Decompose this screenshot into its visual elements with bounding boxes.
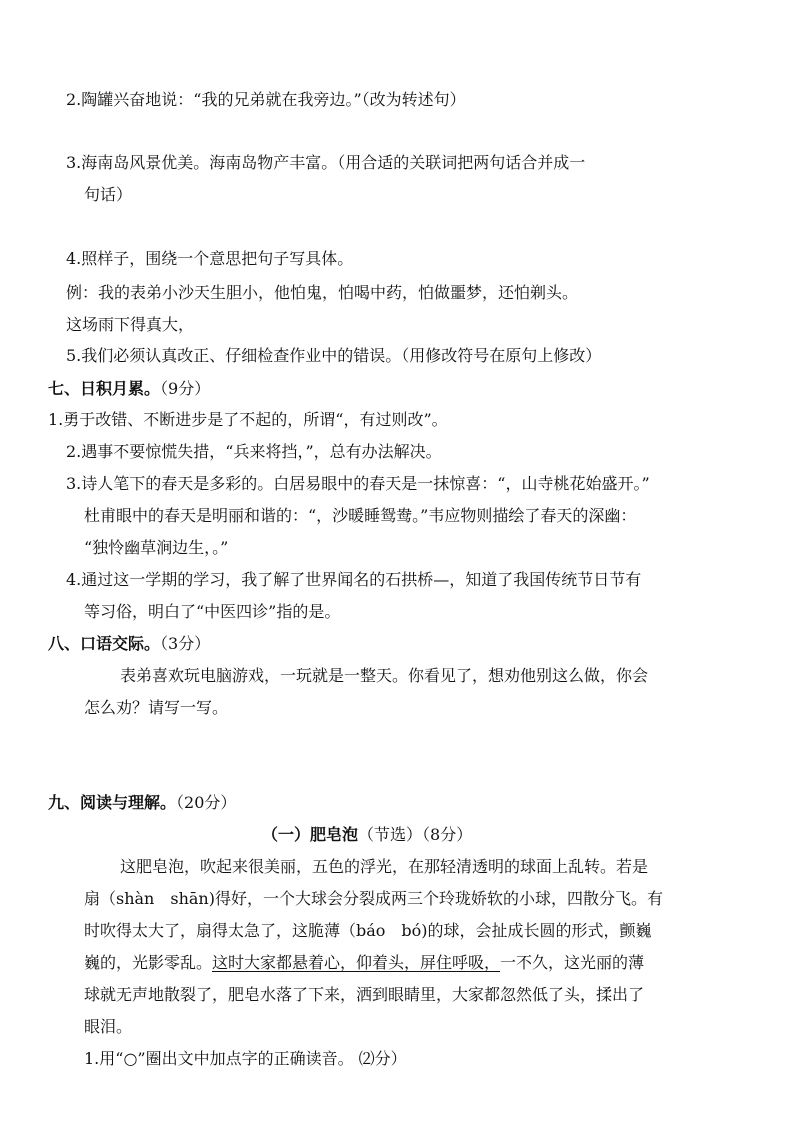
section-8-heading [48, 633, 210, 655]
section-8-title: 八、口语交际。 [48, 634, 161, 653]
section-9-title: 九、阅读与理解。 [48, 793, 177, 812]
question-9-1: 1.用“○”圈出文中加点字的正确读音。 ⑵分） [84, 1049, 407, 1068]
section-9-score: （20分） [176, 793, 237, 812]
passage-line4-start: 巍的，光影零乱。 [84, 953, 213, 972]
question-6-4-example: 例：我的表弟小沙天生胆小，他怕鬼，怕喝中药，怕做噩梦，还怕剃头。 [66, 283, 579, 302]
passage-line6: 眼泪。 [84, 1017, 133, 1036]
question-6-4-line3: 这场雨下得真大， [66, 315, 195, 334]
passage-title: （一）肥皂泡 [262, 825, 359, 844]
question-6-3-line2: 句话） [84, 185, 133, 204]
question-7-2: 2.遇事不要惊慌失措，“兵来将挡，”，总有办法解决。 [66, 442, 442, 461]
question-7-4-line2: 等习俗，明白了“中医四诊”指的是。 [84, 602, 341, 621]
question-7-3-line2: 杜甫眼中的春天是明丽和谐的：“，沙暖睡鸳鸯。”韦应物则描绘了春天的深幽： [84, 506, 637, 525]
passage-note: （节选）（8分） [358, 825, 473, 844]
question-6-5: 5.我们必须认真改正、仔细检查作业中的错误。（用修改符号在原句上修改） [66, 346, 602, 365]
question-6-4-line1: 4.照样子，围绕一个意思把句子写具体。 [66, 249, 354, 268]
passage-line3: 时吹得太大了，扇得太急了，这脆薄（báo bó)的球，会扯成长圆的形式，颤巍 [84, 921, 652, 940]
passage-line4-end: 一不久，这光丽的薄 [500, 953, 645, 972]
section-7-heading [48, 378, 210, 400]
passage-underlined-sentence: 这时大家都悬着心，仰着头，屏住呼吸， [212, 953, 501, 972]
question-6-2: 2.陶罐兴奋地说：“我的兄弟就在我旁边。”（改为转述句） [66, 90, 466, 109]
passage-line1: 这肥皂泡，吹起来很美丽，五色的浮光，在那轻清透明的球面上乱转。若是 [120, 857, 649, 876]
section-7-score: （9分） [160, 379, 211, 398]
passage-line4 [84, 952, 644, 974]
passage-heading [262, 824, 472, 846]
question-7-3-line1: 3.诗人笔下的春天是多彩的。白居易眼中的春天是一抹惊喜：“，山寺桃花始盛开。” [66, 474, 650, 493]
section-9-heading [48, 792, 236, 814]
question-7-1: 1.勇于改错、不断进步是了不起的，所谓“，有过则改”。 [48, 410, 448, 429]
section-8-score: （3分） [160, 634, 211, 653]
section-7-title: 七、日积月累。 [48, 379, 161, 398]
section-8-prompt-line2: 怎么劝？请写一写。 [84, 698, 229, 717]
section-8-prompt-line1: 表弟喜欢玩电脑游戏，一玩就是一整天。你看见了，想劝他别这么做，你会 [120, 666, 649, 685]
passage-line5: 球就无声地散裂了，肥皂水落了下来，洒到眼睛里，大家都忽然低了头，揉出了 [84, 985, 645, 1004]
question-7-4-line1: 4.通过这一学期的学习，我了解了世界闻名的石拱桥—，知道了我国传统节日节有 [66, 570, 642, 589]
passage-line2: 扇（shàn shān)得好，一个大球会分裂成两三个玲珑娇软的小球，四散分飞。有 [84, 889, 663, 908]
question-6-3-line1: 3.海南岛风景优美。海南岛物产丰富。（用合适的关联词把两句话合并成一 [66, 153, 586, 172]
question-7-3-line3: “独怜幽草涧边生，。” [84, 538, 229, 557]
